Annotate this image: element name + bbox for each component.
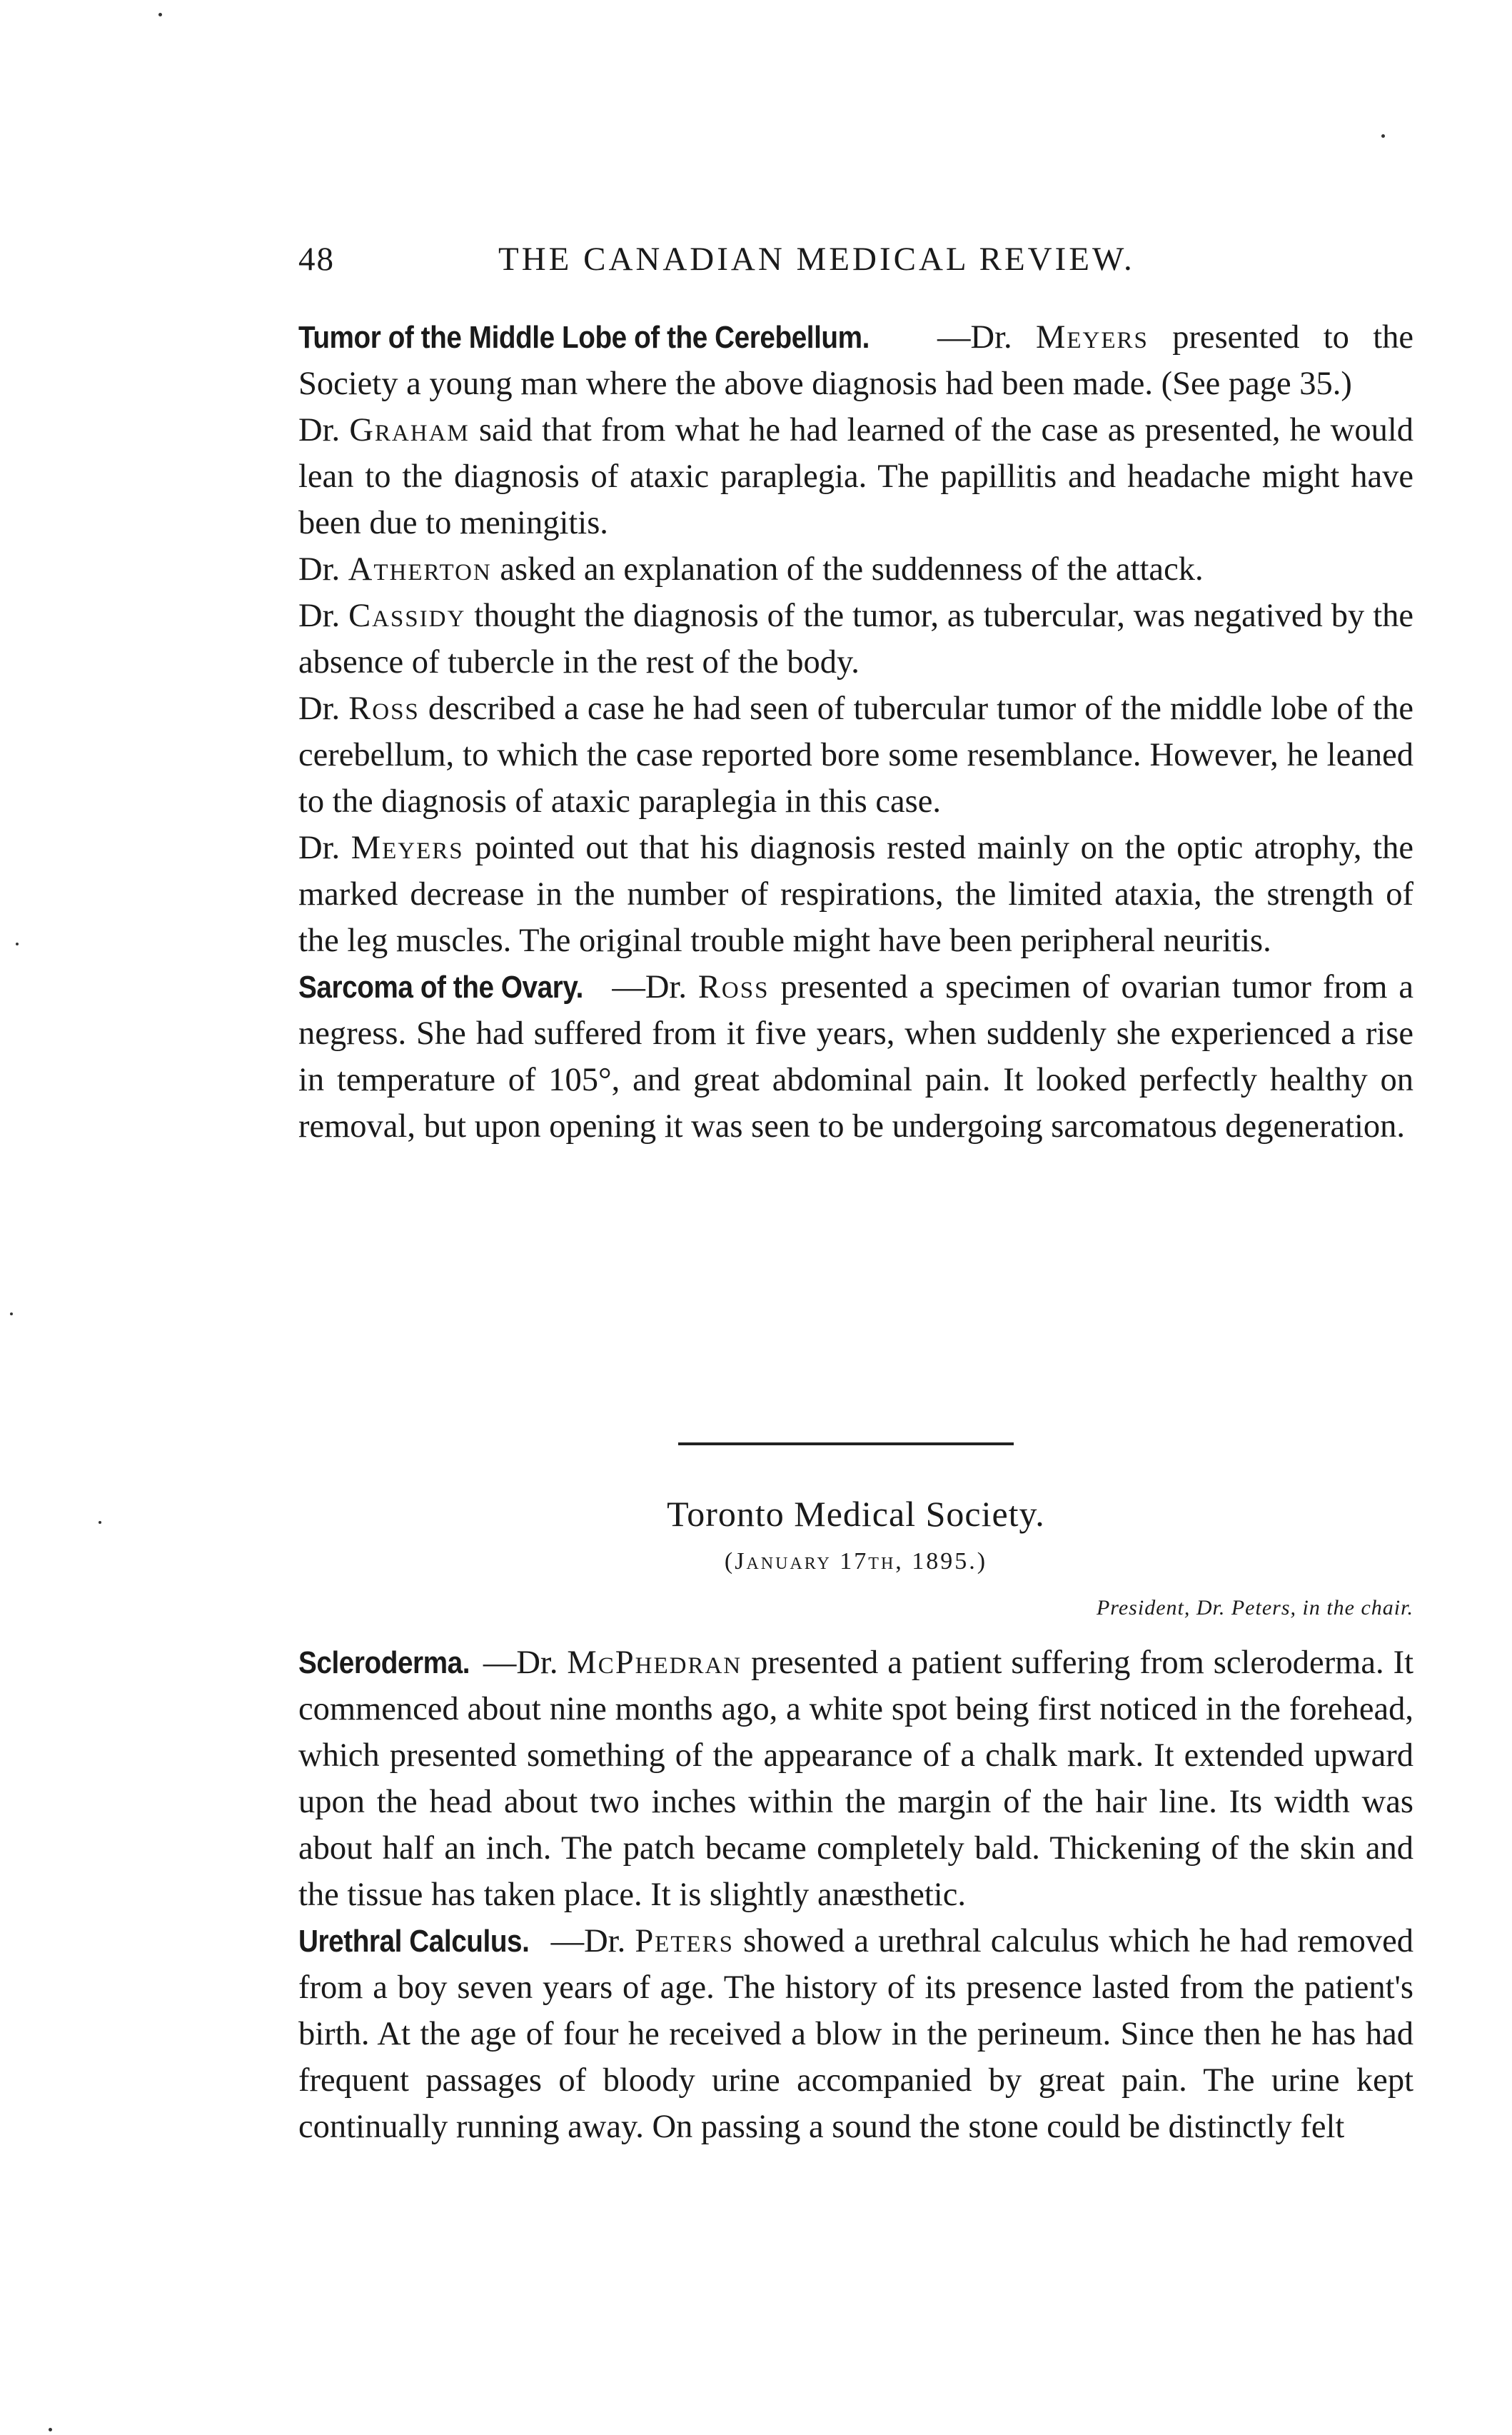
text-before: Dr. xyxy=(298,412,350,448)
society-heading: Toronto Medical Society. xyxy=(667,1494,1045,1534)
paragraph xyxy=(298,593,1413,686)
journal-title: THE CANADIAN MEDICAL REVIEW. xyxy=(498,241,1135,278)
paragraph-text: thought the diagnosis of the tumor, as tubercular, was negatived by the absence of tubercle in the rest of the body. xyxy=(298,598,1414,681)
paragraph xyxy=(298,964,1413,1150)
paragraph xyxy=(298,1918,1413,2150)
scan-speck xyxy=(158,13,162,16)
paragraph xyxy=(298,546,1413,593)
paragraph xyxy=(298,407,1413,546)
doctor-name: Meyers xyxy=(351,830,464,866)
scan-speck xyxy=(10,1312,13,1315)
paragraph-text: presented a specimen of ovarian tumor from a negress. She had suffered from it five years, when suddenly she experienced a rise in temperature of 105°, and great abdominal pain. It looked perfectly healthy on removal, but upon opening it was seen to be undergoing sarcomatous degeneration. xyxy=(298,969,1413,1145)
text-before: Dr. xyxy=(298,551,348,588)
doctor-name: Atherton xyxy=(348,551,492,588)
text-before: —Dr. xyxy=(937,319,1036,356)
text-before: —Dr. xyxy=(550,1923,635,1959)
text-before: Dr. xyxy=(298,598,349,634)
section-divider xyxy=(678,1442,1014,1445)
doctor-name: Ross xyxy=(348,691,420,727)
run-in-heading: Urethral Calculus. xyxy=(298,1924,530,1959)
section-2-body xyxy=(298,1640,1413,2150)
run-in-heading: Scleroderma. xyxy=(298,1645,470,1680)
doctor-name: Ross xyxy=(697,969,770,1005)
paragraph xyxy=(298,1640,1413,1918)
text-before: Dr. xyxy=(298,830,351,866)
doctor-name: Graham xyxy=(349,412,470,448)
meeting-date: (January 17th, 1895.) xyxy=(724,1548,988,1575)
page-number: 48 xyxy=(298,241,335,278)
paragraph xyxy=(298,686,1413,825)
scan-speck xyxy=(16,943,19,945)
text-before: —Dr. xyxy=(612,969,698,1005)
run-in-heading: Tumor of the Middle Lobe of the Cerebellum. xyxy=(298,320,870,355)
text-before: —Dr. xyxy=(483,1645,568,1681)
paragraph-text: asked an explanation of the suddenness of the attack. xyxy=(491,551,1204,588)
section-1-body xyxy=(298,314,1413,1150)
paragraph-text: said that from what he had learned of the case as presented, he would lean to the diagnosis of ataxic paraplegia. The papillitis and headache might have been due to meningitis. xyxy=(298,412,1414,541)
paragraph xyxy=(298,314,1413,407)
scan-speck xyxy=(49,2428,52,2431)
paragraph-text: pointed out that his diagnosis rested mainly on the optic atrophy, the marked decrease in the number of respirations, the limited ataxia, the strength of the leg muscles. The original trouble might have been peripheral neuritis. xyxy=(298,830,1413,959)
scan-speck xyxy=(99,1521,101,1524)
paragraph-text: presented a patient suffering from scleroderma. It commenced about nine months ago, a white spot being first noticed in the forehead, which presented something of the appearance of a chalk mark. It extended upward upon the head about two inches within the margin of the hair line. Its width was about half an inch. The patch became completely bald. Thickening of the skin and the tissue has taken place. It is slightly anæsthetic. xyxy=(298,1645,1413,1913)
running-head xyxy=(298,240,1412,290)
chair-line: President, Dr. Peters, in the chair. xyxy=(1096,1596,1413,1620)
paragraph xyxy=(298,825,1413,964)
doctor-name: Cassidy xyxy=(348,598,466,634)
paragraph-text: presented to the Society a young man where the above diagnosis had been made. (See page 35.) xyxy=(298,319,1413,402)
doctor-name: Peters xyxy=(635,1923,735,1959)
paragraph-text: described a case he had seen of tubercular tumor of the middle lobe of the cerebellum, to which the case reported bore some resemblance. However, he leaned to the diagnosis of ataxic paraplegia in this case. xyxy=(298,691,1414,820)
doctor-name: McPhedran xyxy=(567,1645,742,1681)
run-in-heading: Sarcoma of the Ovary. xyxy=(298,970,583,1005)
text-before: Dr. xyxy=(298,691,349,727)
paragraph-text: showed a urethral calculus which he had removed from a boy seven years of age. The history of its presence lasted from the patient's birth. At the age of four he received a blow in the perineum. Since then he has had frequent passages of bloody urine accompanied by great pain. The urine kept continually running away. On passing a sound the stone could be distinctly felt xyxy=(298,1923,1413,2145)
doctor-name: Meyers xyxy=(1036,319,1149,356)
scan-speck xyxy=(1381,134,1385,138)
